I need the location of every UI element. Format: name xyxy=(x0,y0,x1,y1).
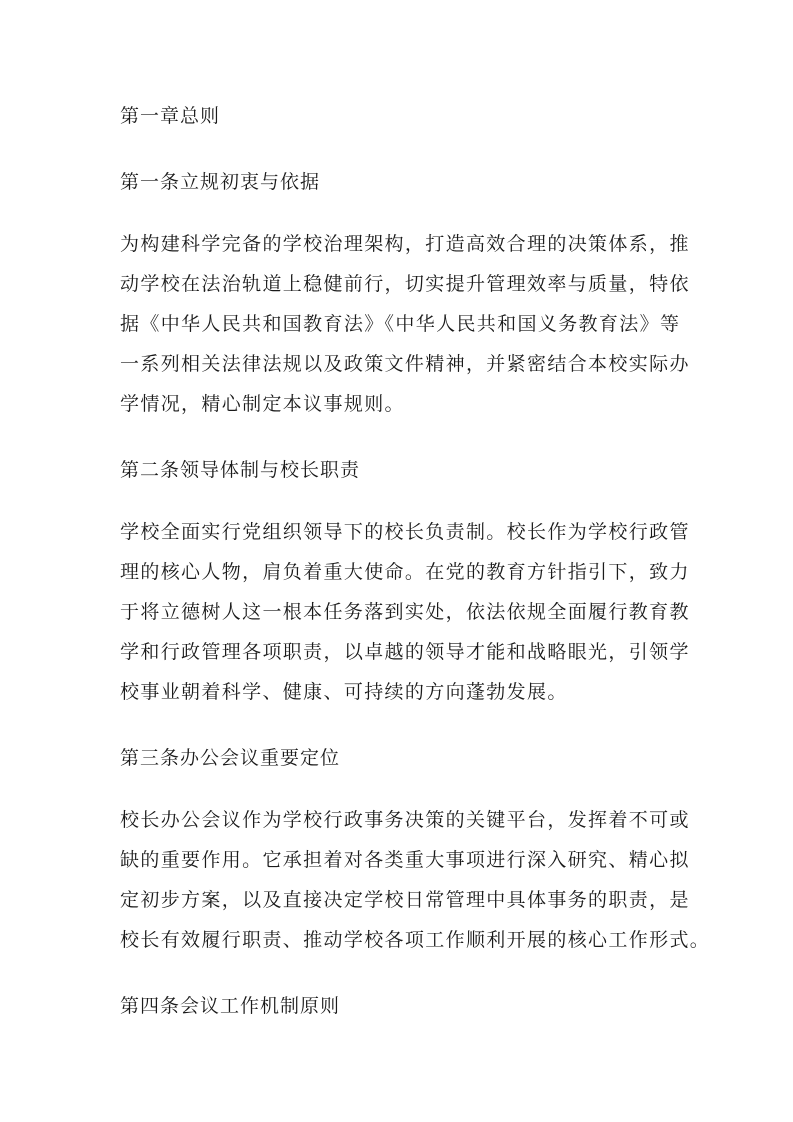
paragraph-line: 校长办公会议作为学校行政事务决策的关键平台，发挥着不可或 xyxy=(120,809,690,831)
paragraph-line: 缺的重要作用。它承担着对各类重大事项进行深入研究、精心拟 xyxy=(120,849,690,871)
paragraph-line: 校事业朝着科学、健康、可持续的方向蓬勃发展。 xyxy=(120,681,568,703)
article-title: 第二条领导体制与校长职责 xyxy=(120,459,361,481)
article-2 xyxy=(120,450,690,712)
chapter-title: 第一章总则 xyxy=(120,105,221,127)
paragraph-line: 学情况，精心制定本议事规则。 xyxy=(120,393,405,415)
article-1 xyxy=(120,162,690,424)
paragraph-line: 学和行政管理各项职责，以卓越的领导才能和战略眼光，引领学 xyxy=(120,641,690,663)
paragraph-line: 理的核心人物，肩负着重大使命。在党的教育方针指引下，致力 xyxy=(120,561,690,583)
paragraph-line: 定初步方案，以及直接决定学校日常管理中具体事务的职责，是 xyxy=(120,889,690,911)
paragraph-line: 动学校在法治轨道上稳健前行，切实提升管理效率与质量，特依 xyxy=(120,273,690,295)
article-paragraph xyxy=(120,512,690,712)
paragraph-line: 为构建科学完备的学校治理架构，打造高效合理的决策体系，推 xyxy=(120,233,690,255)
paragraph-line: 校长有效履行职责、推动学校各项工作顺利开展的核心工作形式。 xyxy=(120,929,711,951)
article-paragraph xyxy=(120,800,711,960)
article-3 xyxy=(120,738,711,960)
article-title: 第一条立规初衷与依据 xyxy=(120,171,321,193)
document-body xyxy=(120,96,711,1048)
paragraph-line: 一系列相关法律法规以及政策文件精神，并紧密结合本校实际办 xyxy=(120,353,690,375)
paragraph-line: 学校全面实行党组织领导下的校长负责制。校长作为学校行政管 xyxy=(120,521,690,543)
article-4 xyxy=(120,986,676,1026)
paragraph-line: 于将立德树人这一根本任务落到实处，依法依规全面履行教育教 xyxy=(120,601,690,623)
paragraph-line: 据《中华人民共和国教育法》《中华人民共和国义务教育法》等 xyxy=(120,313,681,335)
article-title: 第四条会议工作机制原则 xyxy=(120,995,341,1017)
article-title: 第三条办公会议重要定位 xyxy=(120,747,341,769)
article-paragraph xyxy=(120,224,690,424)
